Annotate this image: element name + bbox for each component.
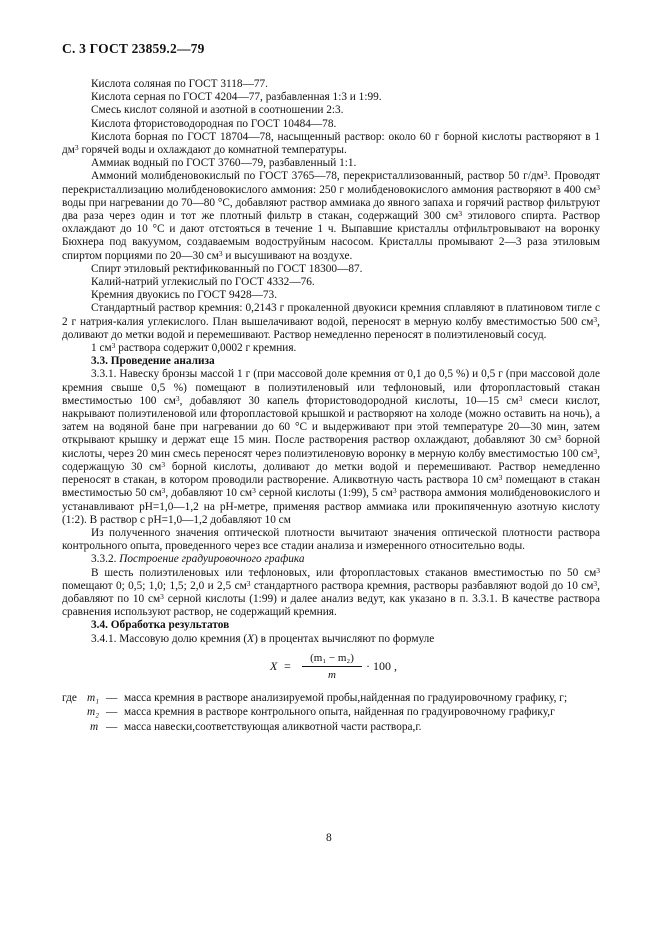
legend-dash: —	[106, 691, 118, 704]
standard-solution: Стандартный раствор кремния: 0,2143 г прокаленной двуокиси кремния сплавляют в платиновом тигле с 2 г натрия-калия углекислого. План вышелачивают водой, переносят в мерную колбу вместимостью 500 $см^3$, доливают до метки водой и перемешивают. Раствор немедленно переносят в полиэтиленовый сосуд.	[62, 302, 600, 341]
legend-text: масса кремния в растворе анализируемой пробы,найденная по градуировочному графику, г;	[124, 691, 568, 704]
legend-symbol: m₂	[87, 706, 100, 719]
legend-row	[62, 721, 600, 736]
formula-legend	[62, 692, 600, 736]
legend-prefix: где	[62, 691, 77, 704]
silicon-formula	[62, 652, 600, 688]
legend-row	[62, 692, 600, 707]
legend-text: масса кремния в растворе контрольного опыта, найденная по градуировочному графику,г	[124, 706, 555, 719]
section-3-3-2-heading: 3.3.2. Построение градуировочного графика	[91, 553, 305, 566]
reagent-acid-mix: Смесь кислот соляной и азотной в соотношении 2:3.	[91, 104, 344, 117]
section-3-4-title: 3.4. Обработка результатов	[91, 619, 230, 632]
standard-concentration: 1 $см^3$ раствора содержит 0,0002 г кремния.	[91, 341, 297, 355]
page-number: 8	[326, 832, 332, 844]
reagent-ethanol: Спирт этиловый ректификованный по ГОСТ 18300—87.	[91, 262, 363, 275]
section-3-3-2: В шесть полиэтиленовых или тефлоновых, или фторопластовых стаканов вместимостью по 50 $см^3$ помещают 0; 0,5; 1,0; 1,5; 2,0 и 2,5 $см^3$ стандартного раствора кремния, растворы разбавляют водой до 10 $см^3$, добавляют по 10 $см^3$ серной кислоты (1:99) и далее анализ ведут, как указано в п. 3.3.1. В качестве раствора сравнения используют раствор, не содержащий кремния.	[62, 565, 600, 619]
section-3-3-1-blank: Из полученного значения оптической плотности вычитают значения оптической плотности раствора контрольного опыта, проведенного через все стадии анализа и измеренного относительно воды.	[62, 526, 600, 553]
legend-dash: —	[106, 720, 118, 733]
reagent-k-na-carbonate: Калий-натрий углекислый по ГОСТ 4332—76.	[91, 276, 315, 289]
section-3-3-title: 3.3. Проведение анализа	[91, 355, 215, 368]
reagent-molybdate: Аммоний молибденовокислый по ГОСТ 3765—78, перекристаллизованный, раствор 50 $г/дм^3$. Проводят перекристаллизацию молибденовокислого аммония: 250 г молибденовокислого аммония растворяют в 400 $см^3$ воды при нагревании до 70—80 °С, добавляют раствор аммиака до явного запаха и горячий раствор фильтруют два раза через один и тот же плотный фильтр в стакан, содержащий 300 $см^3$ этилового спирта. Раствор охлаждают до 10 °С и дают отстояться в течение 1 ч. Выпавшие кристаллы отфильтровывают на воронку Бюхнера под вакуумом, создаваемым водоструйным насосом. Кристаллы промывают 2—3 раза этиловым спиртом порциями по 20—30 $см^3$ и высушивают на воздухе.	[62, 169, 600, 262]
reagent-hcl: Кислота соляная по ГОСТ 3118—77.	[91, 78, 268, 90]
legend-text: масса навески,соответствующая аликвотной части раствора,г.	[124, 720, 422, 733]
formula-equals: =	[284, 658, 291, 673]
document-body	[62, 78, 600, 735]
section-3-3-1: 3.3.1. Навеску бронзы массой 1 г (при массовой доле кремния от 0,1 до 0,5 %) и 0,5 г (при массовой доле кремния свыше 0,5 %) помещают в полиэтиленовый или тефлоновый, или фторопластовый стакан вместимостью 100 $см^3$, добавляют 30 капель фтористоводородной кислоты, 10—15 $см^3$ смеси кислот, накрывают полиэтиленовой или фторопластовой крышкой и растворяют на холоде (можно оставить на ночь), а затем на водяной бане при нагревании до 60 °С и выдерживают при этой температуре 20—30 мин, затем открывают крышку и держат еще 15 мин. После растворения раствор охлаждают, добавляют 30 $см^3$ борной кислоты, через 20 мин смесь переносят через полиэтиленовую воронку в мерную колбу вместимостью 100 $см^3$, содержащую 30 $см^3$ борной кислоты, доливают до метки водой и перемешивают. Раствор немедленно переносят в стакан, в котором проводили растворение. Аликвотную часть раствора 10 $см^3$ помещают в стакан вместимостью 50 $см^3$, добавляют 10 $см^3$ серной кислоты (1:99), 5 $см^3$ раствора аммония молибденовокислого и устанавливают рН=1,0—1,2 на рН-метре, применяя раствор аммиака или прокипяченную азотную кислоту (1:2). В раствор с рН=1,0—1,2 добавляют 10 см	[62, 368, 601, 526]
formula-fraction	[302, 652, 362, 682]
reagent-ammonia: Аммиак водный по ГОСТ 3760—79, разбавленный 1:1.	[91, 157, 357, 170]
reagent-hf: Кислота фтористоводородная по ГОСТ 10484—78.	[91, 117, 337, 130]
legend-dash: —	[106, 706, 118, 719]
legend-symbol: m	[90, 720, 99, 733]
legend-row	[62, 706, 600, 721]
formula-lhs: X	[270, 658, 278, 673]
reagent-silica: Кремния двуокись по ГОСТ 9428—73.	[91, 289, 278, 302]
legend-symbol: m₁	[87, 691, 100, 704]
section-3-4-1: 3.4.1. Массовую долю кремния (X) в процентах вычисляют по формуле	[91, 632, 435, 645]
formula-denominator: m	[328, 668, 336, 681]
reagent-h2so4: Кислота серная по ГОСТ 4204—77, разбавленная 1:3 и 1:99.	[91, 91, 382, 104]
formula-multiplier: · 100 ,	[366, 658, 397, 673]
reagent-boric-acid: Кислота борная по ГОСТ 18704—78, насыщенный раствор: около 60 г борной кислоты растворяют в 1 $дм^3$ горячей воды и охлаждают до комнатной температуры.	[62, 130, 600, 157]
page-header: С. 3 ГОСТ 23859.2—79	[62, 41, 205, 56]
formula-numerator: (m₁ − m₂)	[302, 652, 362, 667]
